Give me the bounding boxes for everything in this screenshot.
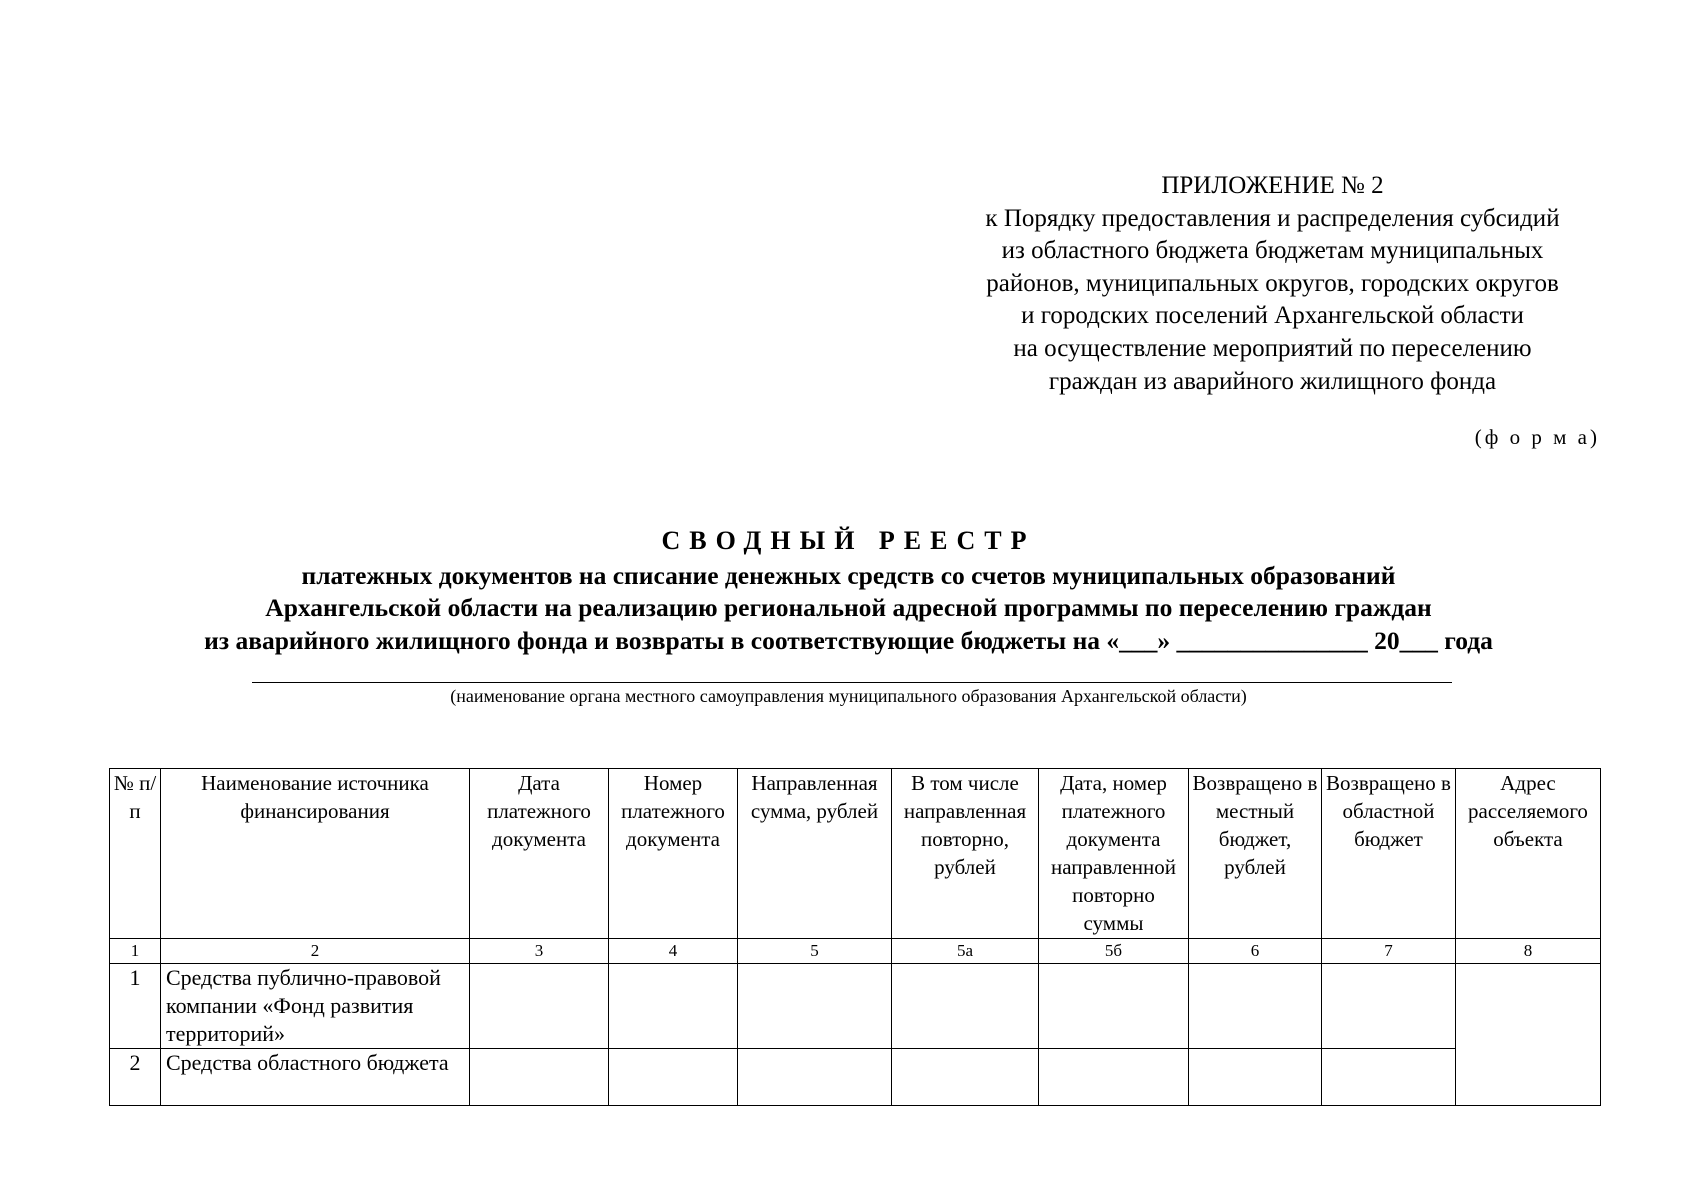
header-cell-payment-date: Дата платежного документа xyxy=(470,769,609,939)
appendix-line: к Порядку предоставления и распределения субсидий xyxy=(985,204,1560,232)
empty-cell xyxy=(892,964,1039,1049)
appendix-line: граждан из аварийного жилищного фонда xyxy=(1048,367,1497,395)
column-number: 2 xyxy=(161,939,470,964)
header-cell-payment-number: Номер платежного документа xyxy=(609,769,738,939)
header-cell-address: Адрес расселяемого объекта xyxy=(1456,769,1601,939)
column-number: 7 xyxy=(1322,939,1456,964)
table-row xyxy=(110,1049,1601,1106)
subtitle-line: из аварийного жилищного фонда и возвраты в соответствующие бюджеты на «___» _______________ 20___ года xyxy=(204,625,1493,655)
table-header-row xyxy=(110,769,1601,939)
header-cell-resent-amount: В том числе направленная повторно, рублей xyxy=(892,769,1039,939)
column-number-row xyxy=(110,939,1601,964)
row-number: 2 xyxy=(110,1049,161,1106)
organization-caption: (наименование органа местного самоуправления муниципального образования Архангельской области) xyxy=(450,686,1247,706)
row-source: Средства публично-правовой компании «Фонд развития территорий» xyxy=(161,964,470,1049)
document-subtitle xyxy=(0,560,1697,657)
column-number: 4 xyxy=(609,939,738,964)
organization-name-line xyxy=(252,682,1452,683)
empty-cell xyxy=(1189,964,1322,1049)
header-cell-number: № п/п xyxy=(110,769,161,939)
appendix-title: ПРИЛОЖЕНИЕ № 2 xyxy=(1161,172,1384,199)
column-number: 8 xyxy=(1456,939,1601,964)
empty-cell xyxy=(609,1049,738,1106)
subtitle-line: платежных документов на списание денежных средств со счетов муниципальных образований xyxy=(301,561,1396,590)
empty-cell xyxy=(892,1049,1039,1106)
header-cell-sent-amount: Направленная сумма, рублей xyxy=(738,769,892,939)
column-number: 1 xyxy=(110,939,161,964)
registry-table xyxy=(109,768,1601,1106)
header-cell-returned-local: Возвращено в местный бюджет, рублей xyxy=(1189,769,1322,939)
empty-cell xyxy=(470,1049,609,1106)
empty-cell xyxy=(1189,1049,1322,1106)
appendix-line: и городских поселений Архангельской области xyxy=(1021,302,1524,330)
empty-cell xyxy=(738,964,892,1049)
column-number: 5а xyxy=(892,939,1039,964)
empty-cell xyxy=(1322,1049,1456,1106)
header-cell-resent-document: Дата, номер платежного документа направленной повторно суммы xyxy=(1039,769,1189,939)
row-source: Средства областного бюджета xyxy=(161,1049,470,1106)
empty-cell xyxy=(1039,964,1189,1049)
column-number: 5б xyxy=(1039,939,1189,964)
document-title: СВОДНЫЙ РЕЕСТР xyxy=(661,526,1036,555)
header-cell-source: Наименование источника финансирования xyxy=(161,769,470,939)
empty-cell xyxy=(470,964,609,1049)
row-number: 1 xyxy=(110,964,161,1049)
subtitle-line: Архангельской области на реализацию региональной адресной программы по переселению граждан xyxy=(265,593,1432,623)
table-row xyxy=(110,964,1601,1049)
empty-cell xyxy=(1039,1049,1189,1106)
address-cell xyxy=(1456,964,1601,1106)
empty-cell xyxy=(609,964,738,1049)
appendix-line: на осуществление мероприятий по переселению xyxy=(1013,334,1532,362)
header-cell-returned-regional: Возвращено в областной бюджет xyxy=(1322,769,1456,939)
form-mark: (ф о р м а) xyxy=(1474,425,1600,449)
empty-cell xyxy=(1322,964,1456,1049)
appendix-block xyxy=(900,170,1645,398)
empty-cell xyxy=(738,1049,892,1106)
column-number: 3 xyxy=(470,939,609,964)
column-number: 5 xyxy=(738,939,892,964)
appendix-line: из областного бюджета бюджетам муниципальных xyxy=(1001,237,1544,265)
column-number: 6 xyxy=(1189,939,1322,964)
appendix-line: районов, муниципальных округов, городских округов xyxy=(986,269,1559,297)
